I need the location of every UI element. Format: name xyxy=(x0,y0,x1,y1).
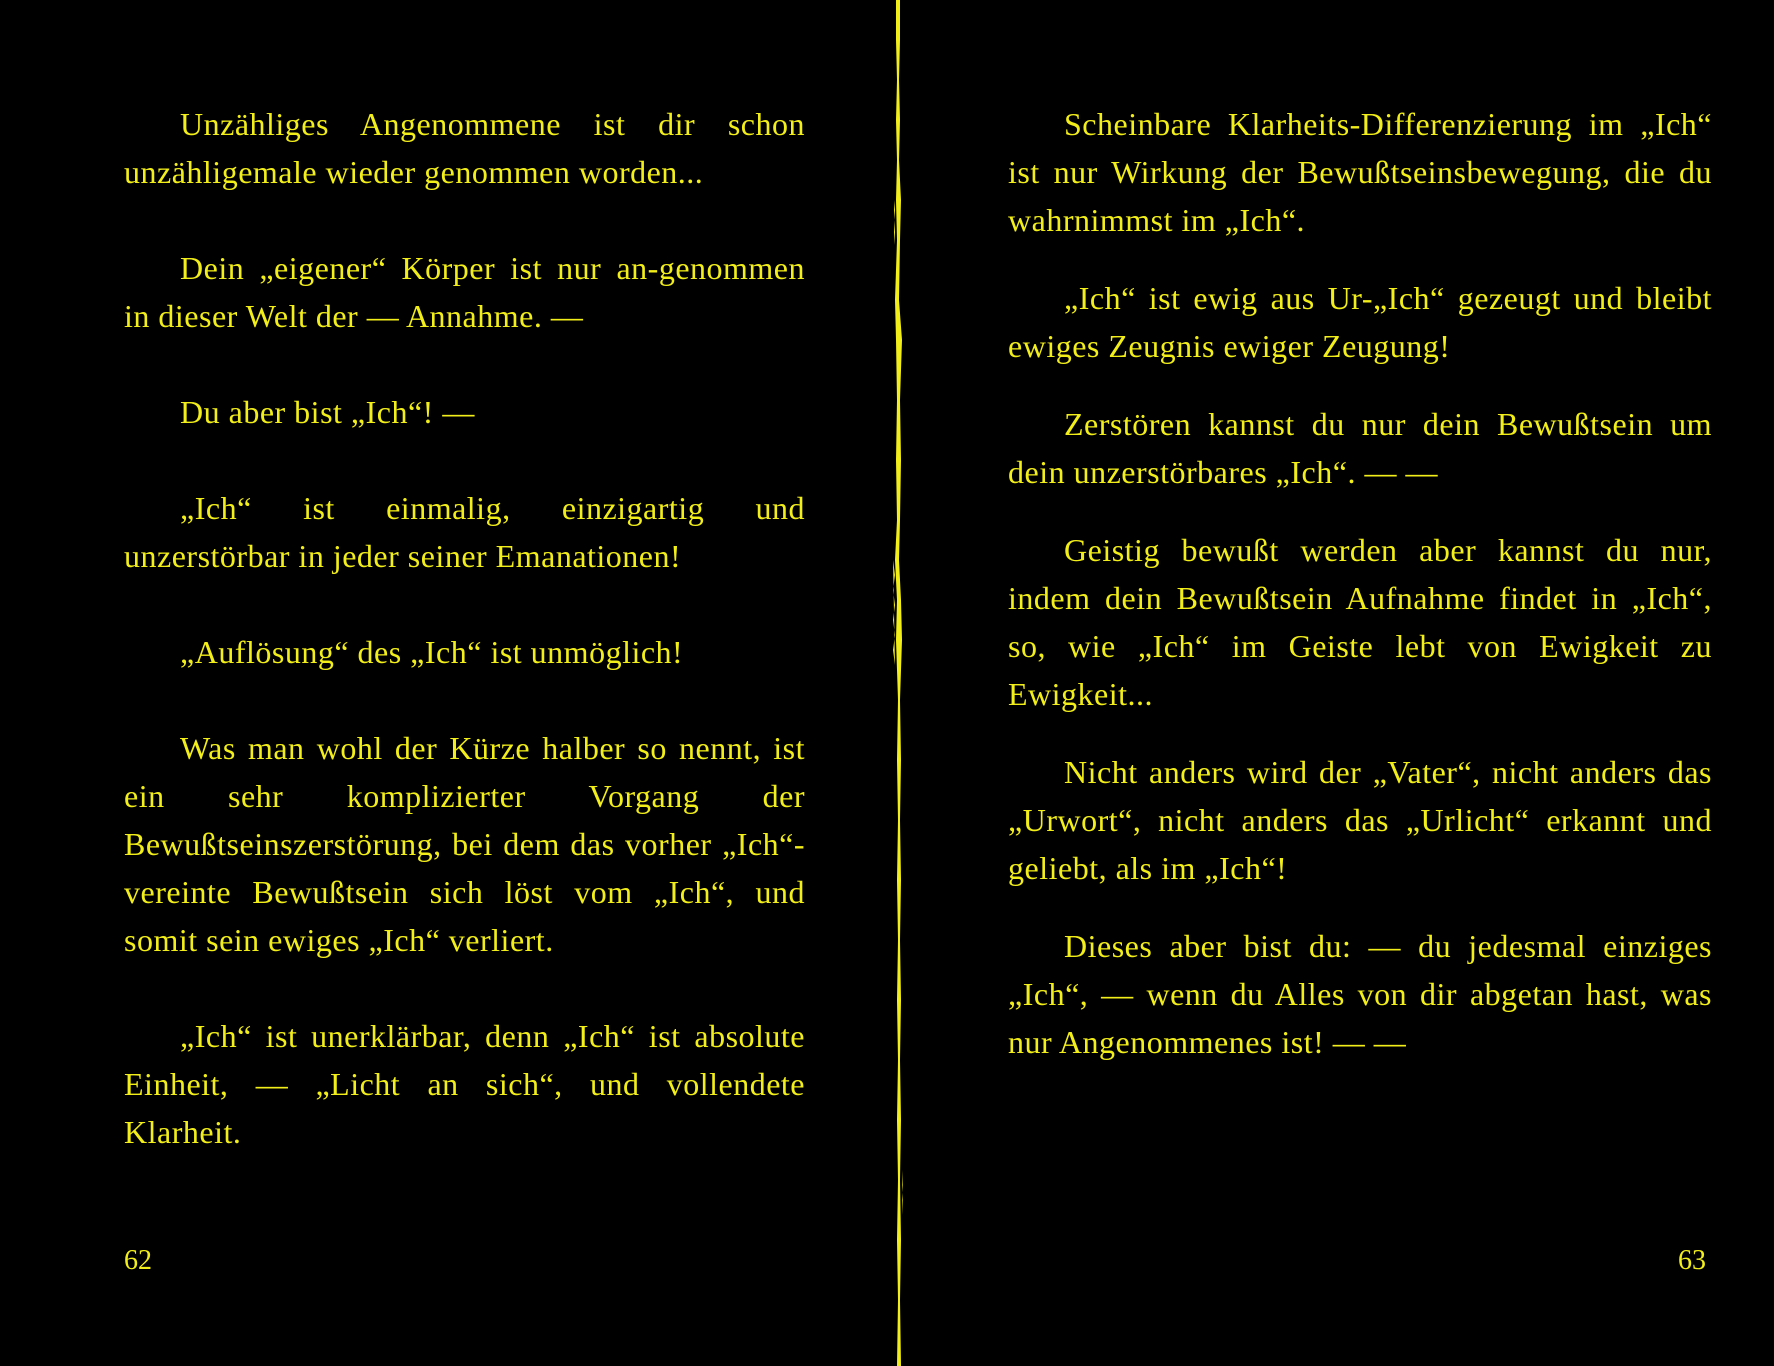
left-paragraph-5: „Auflösung“ des „Ich“ ist unmöglich! xyxy=(180,634,684,670)
left-paragraph-3: Du aber bist „Ich“! — xyxy=(180,394,475,430)
right-paragraph-3: Zerstören kannst du nur dein Bewußtsein um dein unzerstörbares „Ich“. — — xyxy=(1008,406,1712,490)
left-paragraph-7: „Ich“ ist unerklärbar, denn „Ich“ ist absolute Einheit, — „Licht an sich“, und vollendete Klarheit. xyxy=(124,1018,805,1150)
right-paragraph-4: Geistig bewußt werden aber kannst du nur, indem dein Bewußtsein Aufnahme findet in „Ich“, so, wie „Ich“ im Geiste lebt von Ewigkeit zu Ewigkeit... xyxy=(1008,532,1712,712)
left-paragraph-2: Dein „eigener“ Körper ist nur an-genommen in dieser Welt der — Annahme. — xyxy=(124,250,805,334)
right-page xyxy=(912,0,1774,1366)
right-paragraph-5: Nicht anders wird der „Vater“, nicht anders das „Urwort“, nicht anders das „Urlicht“ erkannt und geliebt, als im „Ich“! xyxy=(1008,754,1712,886)
left-page-text xyxy=(124,100,805,1204)
left-paragraph-6: Was man wohl der Kürze halber so nennt, ist ein sehr komplizierter Vorgang der Bewußtseinszerstörung, bei dem das vorher „Ich“-vereinte Bewußtsein sich löst vom „Ich“, und somit sein ewiges „Ich“ verliert. xyxy=(124,730,805,958)
right-page-text xyxy=(1008,100,1712,1096)
left-paragraph-4: „Ich“ ist einmalig, einzigartig und unzerstörbar in jeder seiner Emanationen! xyxy=(124,490,805,574)
right-paragraph-1: Scheinbare Klarheits-Differenzierung im „Ich“ ist nur Wirkung der Bewußtseinsbewegung, die du wahrnimmst im „Ich“. xyxy=(1008,106,1712,238)
left-page-number: 62 xyxy=(124,1245,152,1276)
right-paragraph-2: „Ich“ ist ewig aus Ur-„Ich“ gezeugt und bleibt ewiges Zeugnis ewiger Zeugung! xyxy=(1008,280,1712,364)
right-paragraph-6: Dieses aber bist du: — du jedesmal einziges „Ich“, — wenn du Alles von dir abgetan hast, was nur Angenommenes ist! — — xyxy=(1008,928,1712,1060)
book-spine-gutter xyxy=(891,0,905,1366)
left-paragraph-1: Unzähliges Angenommene ist dir schon unzähligemale wieder genommen worden... xyxy=(124,106,805,190)
right-page-number: 63 xyxy=(1678,1245,1706,1276)
spine-line-graphic xyxy=(891,0,905,1366)
